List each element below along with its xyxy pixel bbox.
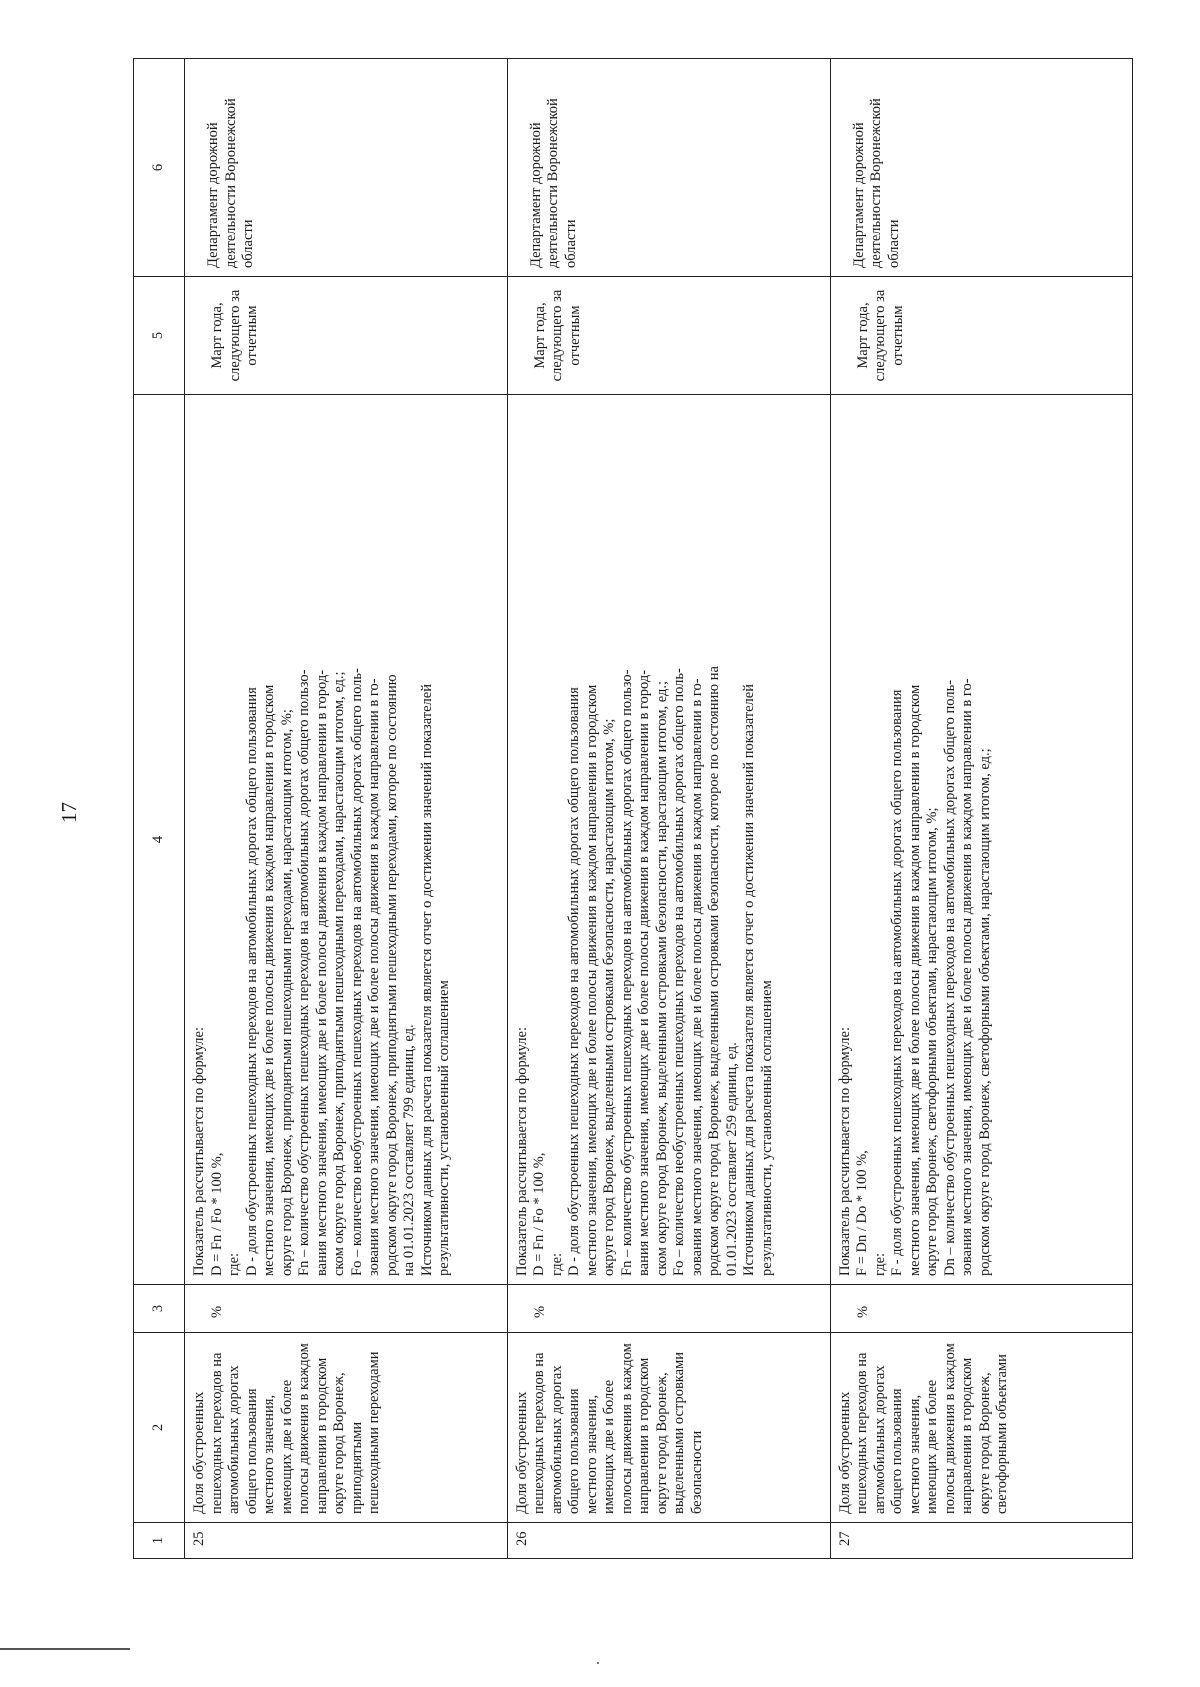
method-line: 01.01.2023 составляет 259 единиц, ед. bbox=[723, 1042, 740, 1276]
method-line: местного значения, имеющих две и более полосы движения в каждом направлении в городском bbox=[583, 684, 600, 1276]
header-col-4: 4 bbox=[134, 395, 185, 1285]
method-line: Показатель рассчитывается по формуле: bbox=[513, 1027, 530, 1276]
scan-dust-dot bbox=[597, 1662, 599, 1664]
header-col-3: 3 bbox=[134, 1285, 185, 1333]
method-line: результативности, установленный соглашением bbox=[758, 980, 775, 1276]
method-line: округе город Воронеж, выделенными островками безопасности, нарастающим итогом, %; bbox=[601, 718, 618, 1276]
method-line: местного значения, имеющих две и более полосы движения в каждом направлении в городском bbox=[906, 684, 923, 1276]
indicator-name: Доля обустроенных пешеходных переходов на автомобильных дорогах общего пользования местного значения, имеющих две и более полосы движения в каждом направлении в городском округе город Воронеж, выделенными островками безопасности bbox=[507, 1333, 830, 1523]
rotated-table-container bbox=[133, 59, 1133, 1559]
unit-of-measure: % bbox=[830, 1285, 1132, 1333]
method-line: родском округе город Воронеж, приподнятыми пешеходными переходами, которое по состоянию bbox=[383, 674, 400, 1276]
calculation-method bbox=[830, 395, 1132, 1285]
method-line: где: bbox=[226, 1252, 242, 1276]
indicator-name: Доля обустроенных пешеходных переходов на автомобильных дорогах общего пользования местного значения, имеющих две и более полосы движения в каждом направлении в городском округе город Воронеж, приподнятыми пешеходными переходами bbox=[185, 1333, 508, 1523]
method-line: округе город Воронеж, приподнятыми пешеходными переходами, нарастающим итогом, %; bbox=[278, 709, 295, 1276]
method-line: местного значения, имеющих две и более полосы движения в каждом направлении в городском bbox=[261, 684, 277, 1276]
method-line: ском округе город Воронеж, выделенными островками безопасности, нарастающим итогом, ед.; bbox=[653, 680, 670, 1276]
method-line: вания местного значения, имеющих две и более полосы движения в каждом направлении в город- bbox=[313, 669, 330, 1276]
method-line: родском округе город Воронеж, светофорными объектами, нарастающим итогом, ед.; bbox=[976, 748, 993, 1276]
method-line: Источником данных для расчета показателя является отчет о достижении значений показателей bbox=[418, 684, 435, 1276]
responsible-department: Департамент дорожной деятельности Воронежской области bbox=[185, 59, 508, 277]
header-col-5: 5 bbox=[134, 277, 185, 395]
method-line: Fo – количество необустроенных пешеходных переходов на автомобильных дорогах общего поль- bbox=[348, 668, 365, 1276]
method-line: родском округе город Воронеж, выделенными островками безопасности, которое по состоянию на bbox=[706, 666, 723, 1276]
page-number: 17 bbox=[57, 802, 81, 823]
method-line: Fo – количество необустроенных пешеходных переходов на автомобильных дорогах общего поль- bbox=[671, 668, 688, 1276]
row-number: 27 bbox=[830, 1523, 1132, 1559]
method-line: где: bbox=[548, 1252, 565, 1276]
table-row bbox=[507, 59, 830, 1559]
unit-of-measure: % bbox=[507, 1285, 830, 1333]
row-number: 25 bbox=[185, 1523, 508, 1559]
unit-of-measure: % bbox=[185, 1285, 508, 1333]
row-number: 26 bbox=[507, 1523, 830, 1559]
indicator-table bbox=[133, 58, 1133, 1559]
method-line: Fn – количество обустроенных пешеходных переходов на автомобильных дорогах общего пользо- bbox=[296, 669, 312, 1276]
method-line: где: bbox=[871, 1252, 888, 1276]
method-line: зования местного значения, имеющих две и более полосы движения в каждом направлении в го- bbox=[959, 678, 976, 1276]
method-line: результативности, установленный соглашением bbox=[436, 980, 452, 1276]
method-line: на 01.01.2023 составляет 799 единиц, ед. bbox=[401, 1024, 417, 1276]
reporting-term: Март года, следующего за отчетным bbox=[830, 277, 1132, 395]
method-line: Показатель рассчитывается по формуле: bbox=[191, 1027, 207, 1276]
indicator-name: Доля обустроенных пешеходных переходов на автомобильных дорогах общего пользования местного значения, имеющих две и более полосы движения в каждом направлении в городском округе город Воронеж, светофорными объектами bbox=[830, 1333, 1132, 1523]
method-line: округе город Воронеж, светофорными объектами, нарастающим итогом, %; bbox=[924, 807, 941, 1276]
method-line: вания местного значения, имеющих две и более полосы движения в каждом направлении в город- bbox=[636, 669, 653, 1276]
method-line: Dn – количество обустроенных пешеходных переходов на автомобильных дорогах общего поль- bbox=[941, 679, 958, 1276]
method-line: D - доля обустроенных пешеходных переходов на автомобильных дорогах общего пользования bbox=[243, 687, 260, 1276]
header-row bbox=[134, 59, 185, 1559]
responsible-department: Департамент дорожной деятельности Воронежской области bbox=[507, 59, 830, 277]
header-col-2: 2 bbox=[134, 1333, 185, 1523]
reporting-term: Март года, следующего за отчетным bbox=[185, 277, 508, 395]
calculation-method bbox=[185, 395, 508, 1285]
method-line: Источником данных для расчета показателя является отчет о достижении значений показателей bbox=[741, 684, 758, 1276]
method-line: зования местного значения, имеющих две и более полосы движения в каждом направлении в го- bbox=[366, 678, 382, 1276]
method-line: ском округе город Воронеж, приподнятыми пешеходными переходами, нарастающим итогом, ед.; bbox=[331, 671, 347, 1276]
method-line: Fn – количество обустроенных пешеходных переходов на автомобильных дорогах общего пользо- bbox=[618, 669, 635, 1276]
header-col-1: 1 bbox=[134, 1523, 185, 1559]
calculation-method bbox=[507, 395, 830, 1285]
responsible-department: Департамент дорожной деятельности Воронежской области bbox=[830, 59, 1132, 277]
header-col-6: 6 bbox=[134, 59, 185, 277]
method-line: D = Fn / Fo * 100 %, bbox=[208, 1152, 225, 1276]
method-line: F = Dn / Do * 100 %, bbox=[854, 1150, 871, 1276]
method-line: D = Fn / Fo * 100 %, bbox=[531, 1152, 548, 1276]
method-line: D - доля обустроенных пешеходных переходов на автомобильных дорогах общего пользования bbox=[566, 687, 583, 1276]
method-line: F - доля обустроенных пешеходных переходов на автомобильных дорогах общего пользования bbox=[889, 689, 906, 1276]
reporting-term: Март года, следующего за отчетным bbox=[507, 277, 830, 395]
method-line: Показатель рассчитывается по формуле: bbox=[836, 1027, 853, 1276]
table-row bbox=[830, 59, 1132, 1559]
scan-edge-line bbox=[0, 1648, 130, 1650]
table-row bbox=[185, 59, 508, 1559]
method-line: зования местного значения, имеющих две и более полосы движения в каждом направлении в го- bbox=[688, 678, 705, 1276]
